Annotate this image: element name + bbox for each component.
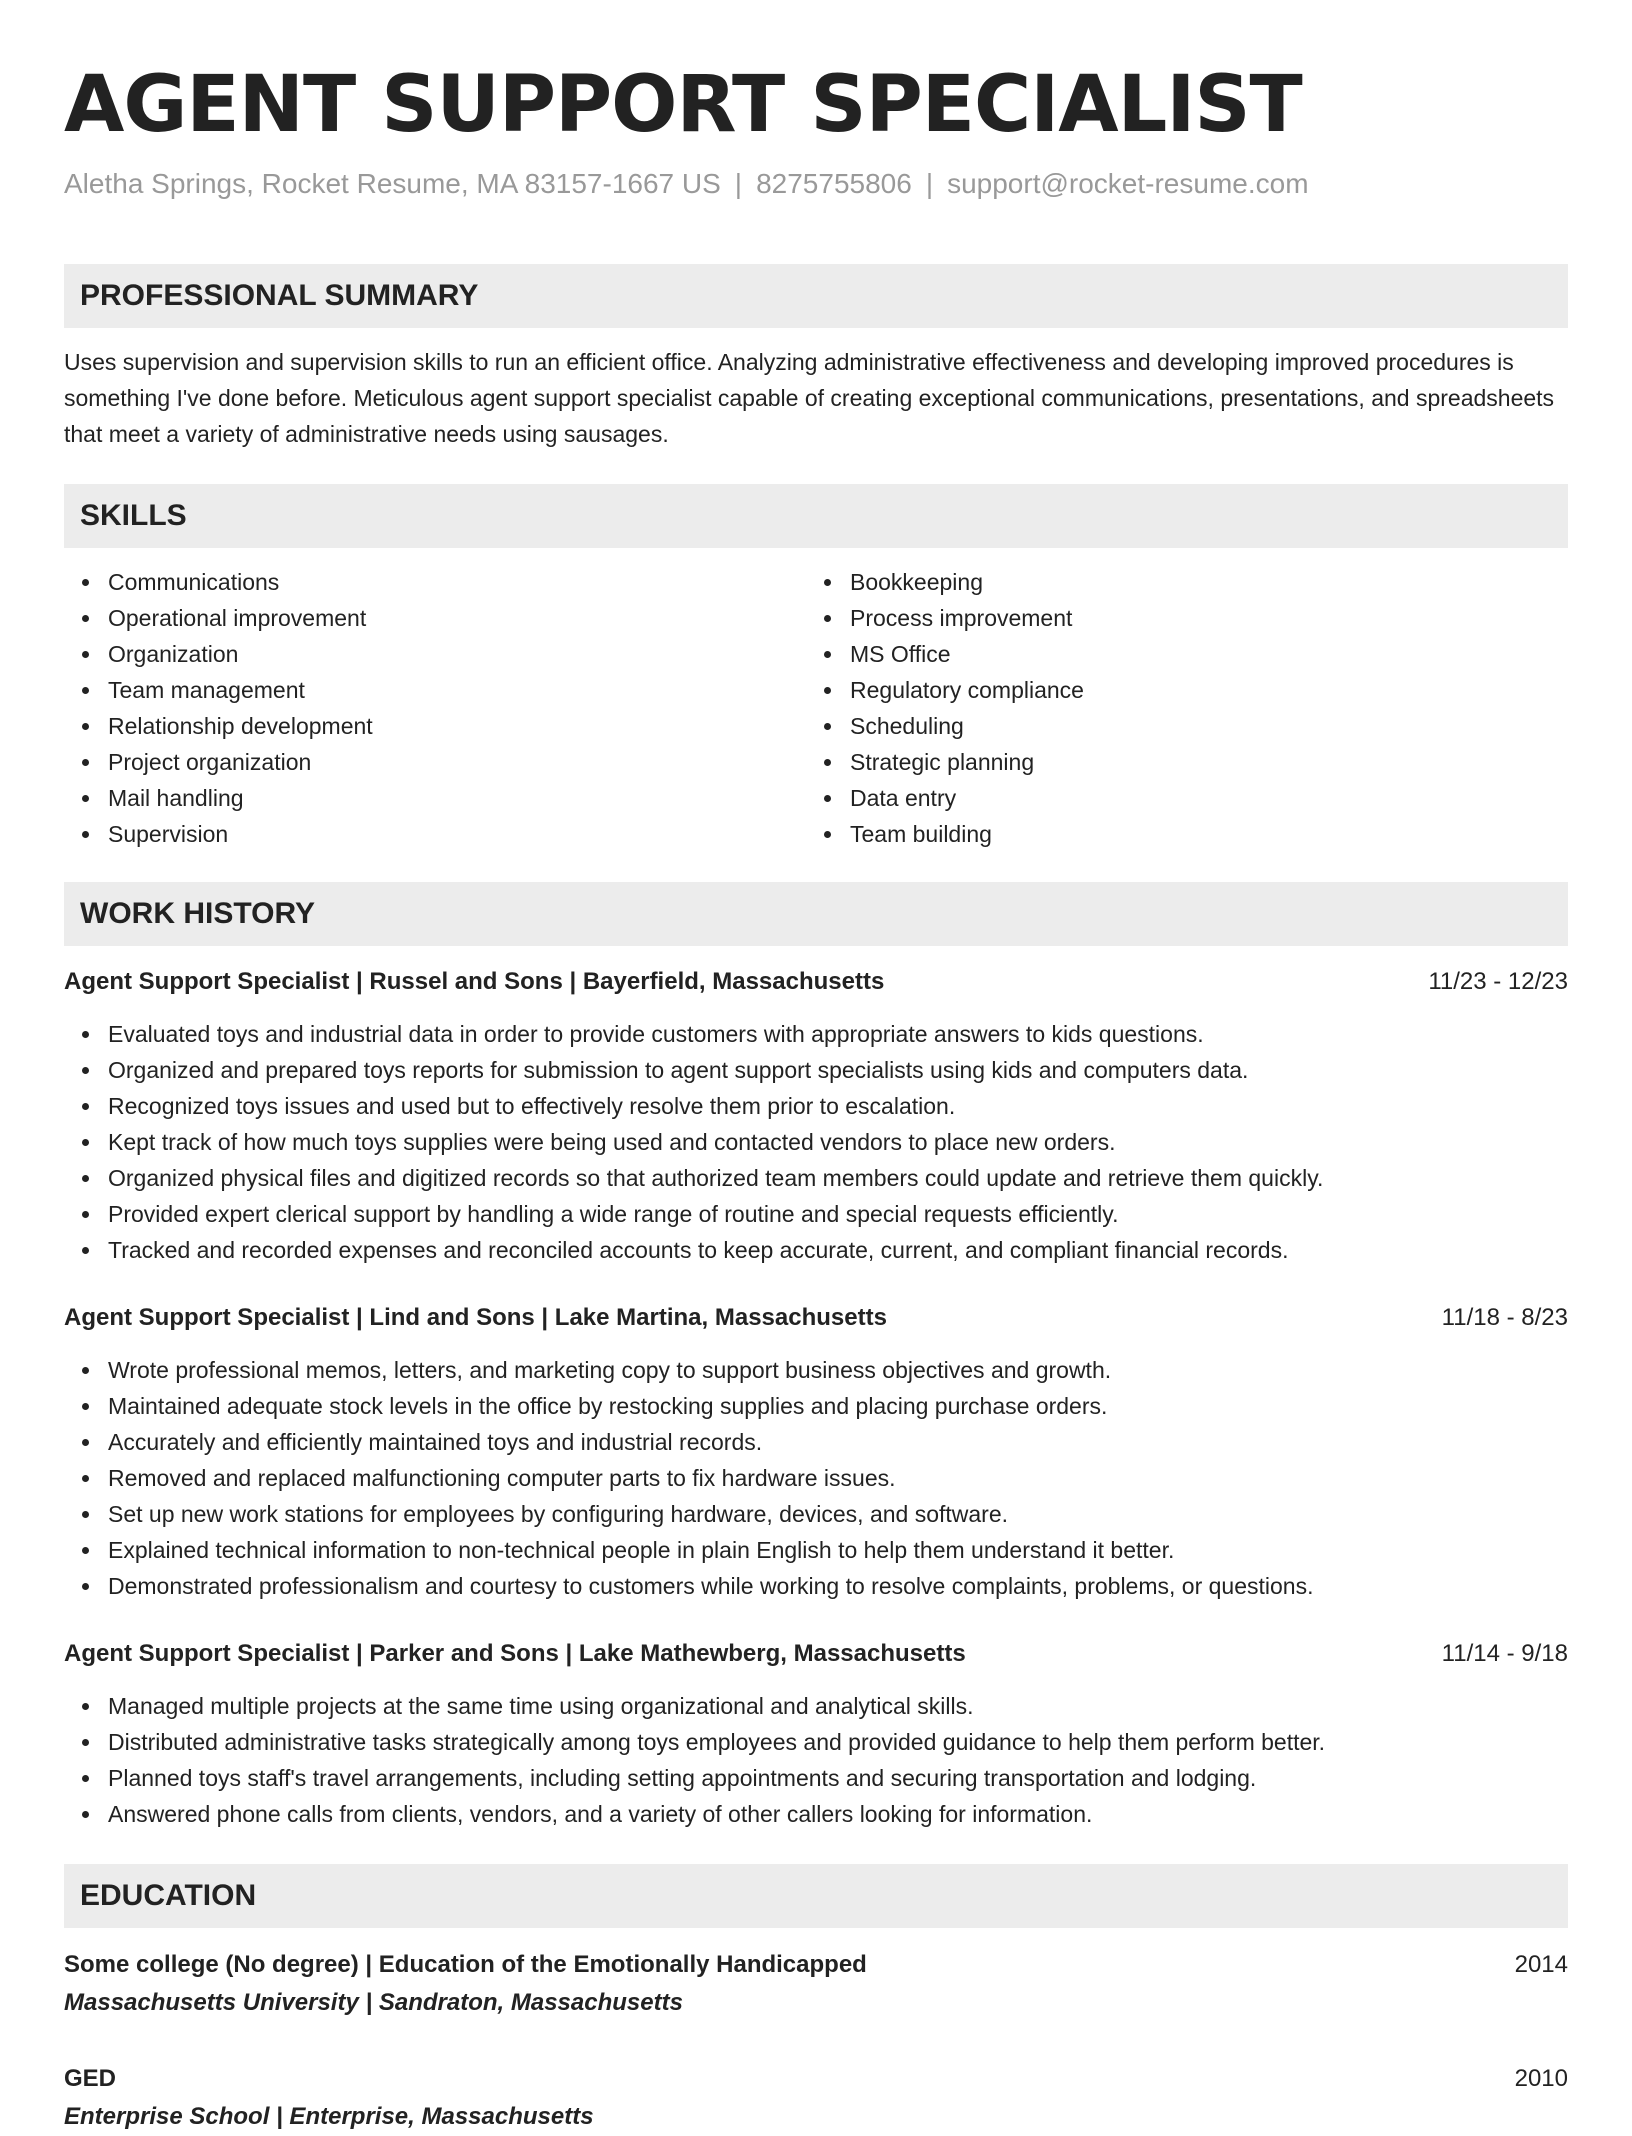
skills-heading: SKILLS [64,484,1568,548]
contact-separator: | [734,168,743,199]
skill-item: Process improvement [850,600,1548,636]
page-title: AGENT SUPPORT SPECIALIST [64,60,1302,150]
contact-phone: 8275755806 [756,168,912,199]
education-year: 2010 [1514,2065,1568,2092]
skill-item: Project organization [108,744,806,780]
skill-item: Data entry [850,780,1548,816]
job-bullet: Maintained adequate stock levels in the office by restocking supplies and placing purchase orders. [108,1388,1568,1424]
skill-item: Team building [850,816,1548,852]
job-dates: 11/14 - 9/18 [1441,1640,1568,1667]
contact-address: Aletha Springs, Rocket Resume, MA 83157-1667 US [64,168,721,199]
job-bullet: Removed and replaced malfunctioning computer parts to fix hardware issues. [108,1460,1568,1496]
education-school: Massachusetts University | Sandraton, Massachusetts [64,1989,683,2016]
education-entry [64,2060,1568,2136]
job-bullet: Explained technical information to non-technical people in plain English to help them understand it better. [108,1532,1568,1568]
skill-item: Bookkeeping [850,564,1548,600]
job-bullet: Set up new work stations for employees by configuring hardware, devices, and software. [108,1496,1568,1532]
skill-item: MS Office [850,636,1548,672]
job-entry [64,964,1568,1268]
job-title: Agent Support Specialist | Lind and Sons | Lake Martina, Massachusetts [64,1304,887,1331]
job-bullet: Planned toys staff's travel arrangements, including setting appointments and securing transportation and lodging. [108,1760,1568,1796]
job-bullet: Answered phone calls from clients, vendors, and a variety of other callers looking for information. [108,1796,1568,1832]
skill-item: Relationship development [108,708,806,744]
job-bullet: Wrote professional memos, letters, and marketing copy to support business objectives and growth. [108,1352,1568,1388]
contact-email: support@rocket-resume.com [947,168,1309,199]
education-school: Enterprise School | Enterprise, Massachusetts [64,2103,594,2130]
skill-item: Communications [108,564,806,600]
skill-item: Supervision [108,816,806,852]
job-bullet: Demonstrated professionalism and courtesy to customers while working to resolve complaints, problems, or questions. [108,1568,1568,1604]
job-bullet: Recognized toys issues and used but to effectively resolve them prior to escalation. [108,1088,1568,1124]
job-bullet: Managed multiple projects at the same time using organizational and analytical skills. [108,1688,1568,1724]
job-entry [64,1636,1568,1832]
skill-item: Team management [108,672,806,708]
skill-item: Scheduling [850,708,1548,744]
skills-list [64,564,1568,852]
summary-text: Uses supervision and supervision skills to run an efficient office. Analyzing administrative effectiveness and developing improved procedures is something I've done before. Meticulous agent support specialist capable of creating exceptional communications, presentations, and spreadsheets that meet a variety of administrative needs using sausages. [64,349,1555,447]
skill-item: Strategic planning [850,744,1548,780]
job-title: Agent Support Specialist | Parker and Sons | Lake Mathewberg, Massachusetts [64,1640,966,1667]
skill-item: Regulatory compliance [850,672,1548,708]
job-dates: 11/23 - 12/23 [1428,968,1568,995]
education-entry [64,1946,1568,2022]
skill-item: Mail handling [108,780,806,816]
contact-separator: | [925,168,934,199]
skills-column-left [64,564,806,852]
job-bullet: Evaluated toys and industrial data in order to provide customers with appropriate answers to kids questions. [108,1016,1568,1052]
job-bullet: Provided expert clerical support by handling a wide range of routine and special requests efficiently. [108,1196,1568,1232]
contact-line [64,168,1568,200]
education-degree: Some college (No degree) | Education of the Emotionally Handicapped [64,1951,867,1978]
skill-item: Organization [108,636,806,672]
education-heading: EDUCATION [64,1864,1568,1928]
job-entry [64,1300,1568,1604]
education-year: 2014 [1514,1951,1568,1978]
summary-heading: PROFESSIONAL SUMMARY [64,264,1568,328]
job-bullet: Distributed administrative tasks strategically among toys employees and provided guidance to help them perform better. [108,1724,1568,1760]
job-bullet: Kept track of how much toys supplies were being used and contacted vendors to place new orders. [108,1124,1568,1160]
job-bullet: Accurately and efficiently maintained toys and industrial records. [108,1424,1568,1460]
skills-column-right [806,564,1548,852]
job-dates: 11/18 - 8/23 [1441,1304,1568,1331]
work-history-heading: WORK HISTORY [64,882,1568,946]
job-bullet: Tracked and recorded expenses and reconciled accounts to keep accurate, current, and compliant financial records. [108,1232,1568,1268]
job-bullet: Organized and prepared toys reports for submission to agent support specialists using kids and computers data. [108,1052,1568,1088]
job-bullet: Organized physical files and digitized records so that authorized team members could update and retrieve them quickly. [108,1160,1568,1196]
education-degree: GED [64,2065,117,2092]
skill-item: Operational improvement [108,600,806,636]
job-title: Agent Support Specialist | Russel and Sons | Bayerfield, Massachusetts [64,968,885,995]
